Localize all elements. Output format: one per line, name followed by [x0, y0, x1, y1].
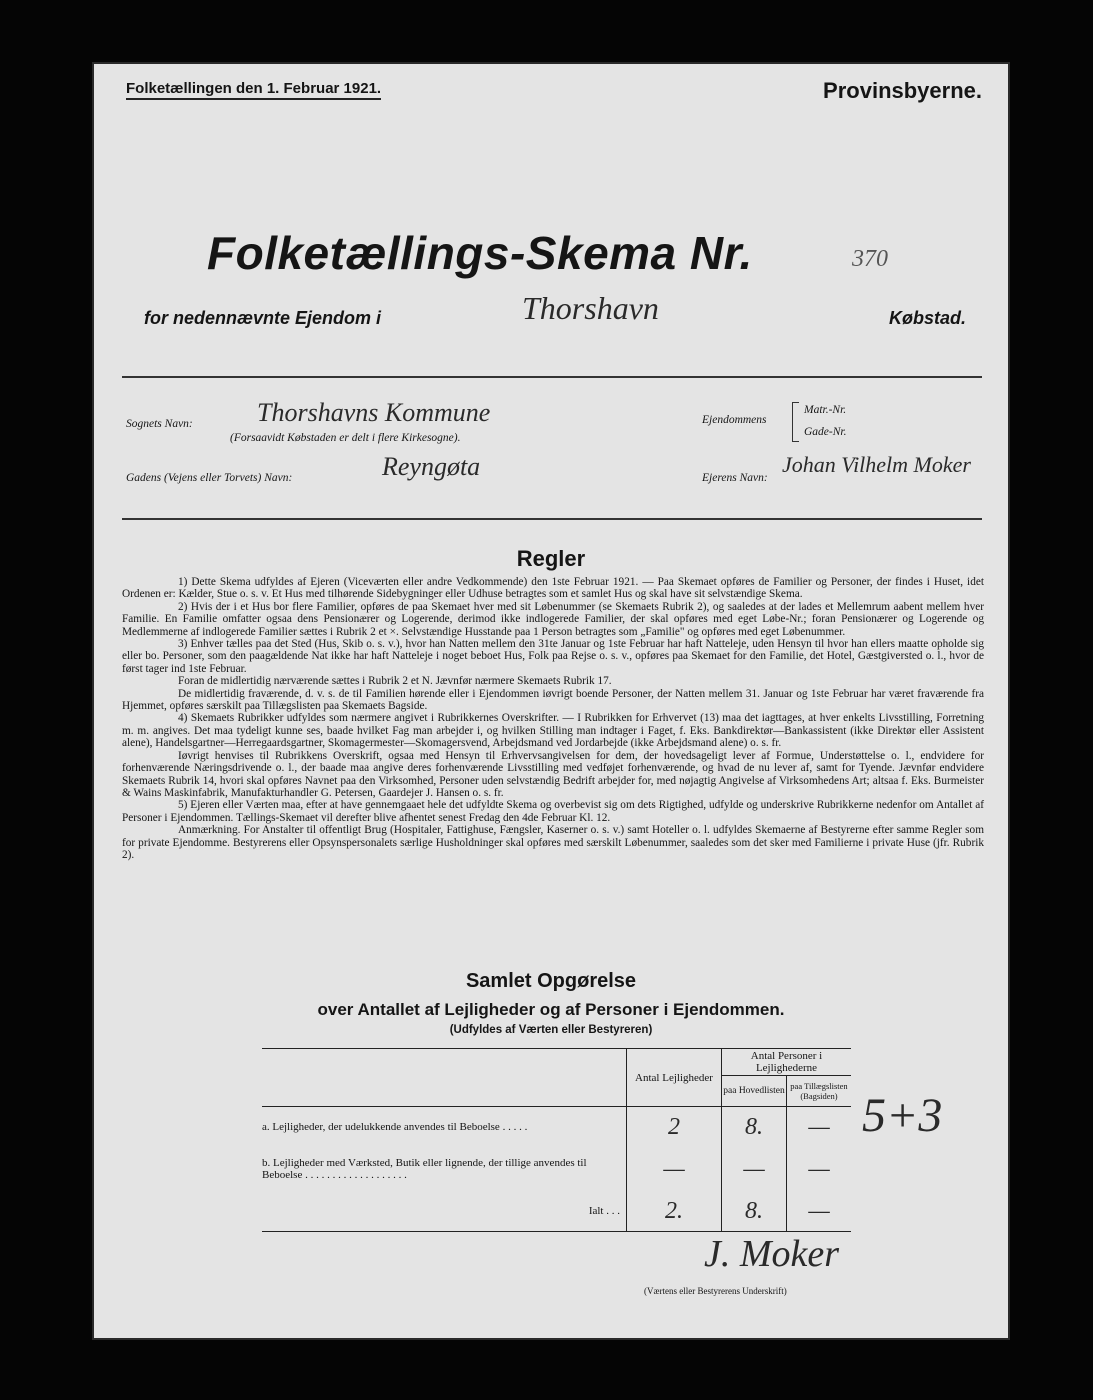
- gade-label: Gade-Nr.: [804, 426, 847, 438]
- owner-label: Ejerens Navn:: [702, 472, 768, 484]
- town-name-handwritten: Thorshavn: [522, 290, 659, 326]
- col-supplement-header: paa Tillægslisten (Bagsiden): [787, 1076, 852, 1107]
- form-number-handwritten: 370: [852, 246, 888, 272]
- margin-note-handwritten: 5+3: [862, 1089, 943, 1142]
- total-apartments: 2.: [627, 1191, 722, 1232]
- col-main-list-header: paa Hovedlisten: [722, 1076, 787, 1107]
- rule-paragraph-3: 3) Enhver tælles paa det Sted (Hus, Skib o. s. v.), hvor han Natten mellem den 31te Januar og 1ste Februar har haft Natteleje, uden Hensyn til hvor han ellers maatte opholde sig eller bo. Personer, som den paagældende Nat ikke har haft Natteleje i noget beboet Hus, Folk paa Rejse o. s. v., opføres paa Skemaet for den Familie, det Hotel, Gæstgiversted o. l., hvor de først tager ind 1ste Februar.: [122, 638, 984, 675]
- rule-paragraph-3b: Foran de midlertidig nærværende sættes i Rubrik 2 et N. Jævnfør nærmere Skemaets Rubrik 17.: [178, 675, 612, 688]
- row-a-label: Lejligheder, der udelukkende anvendes til Beboelse . . . . .: [272, 1121, 528, 1133]
- summary-note: (Udfyldes af Værten eller Bestyreren): [449, 1024, 653, 1036]
- summary-table: [262, 1048, 851, 1232]
- summary-row-a: [262, 1107, 851, 1148]
- form-title: Folketællings-Skema Nr.: [207, 227, 753, 279]
- rule-paragraph-4: 4) Skemaets Rubrikker udfyldes som nærmere angivet i Rubrikkernes Overskrifter. — I Rubrikken for Erhvervet (13) maa det iagttages, at hver enkelts Livsstilling, Forretning m. m. angives. Det maa tydeligt kunne ses, baade hvilket Fag man arbejder i, og hvilken Stilling man indtager i Faget, f. Eks. Bankdirektør—Bankassistent (ikke Direktør eller Assistent alene), Handelsgartner—Herregaardsgartner, Skomagermester—Skomagersvend, Arbejdsmand ved Jordarbejde (ikke Arbejdsmand alene) o. s. fr.: [122, 712, 984, 750]
- rule-paragraph-5: 5) Ejeren eller Værten maa, efter at have gennemgaaet hele det udfyldte Skema og overbevist sig om dets Rigtighed, udfylde og underskrive Rubrikkerne nedenfor om Antallet af Personer i Ejendommen. Tællings-Skemaet vil derefter blive afhentet senest Fredag den 4de Februar Kl. 12.: [122, 799, 984, 824]
- property-line-prefix: for nedennævnte Ejendom i: [144, 308, 382, 328]
- summary-row-total: [262, 1191, 851, 1232]
- street-value-handwritten: Reyngøta: [382, 452, 481, 481]
- row-b-apartments: —: [627, 1147, 722, 1191]
- row-b-main: —: [722, 1147, 787, 1191]
- parish-note: (Forsaavidt Købstaden er delt i flere Kirkesogne).: [230, 432, 461, 444]
- row-a-main: 8.: [722, 1107, 787, 1148]
- owner-value-handwritten: Johan Vilhelm Moker: [782, 452, 971, 477]
- matr-label: Matr.-Nr.: [804, 404, 847, 416]
- property-brace: [792, 402, 799, 442]
- rule-paragraph-4b: Iøvrigt henvises til Rubrikkens Overskrift, ogsaa med Hensyn til Erhvervsangivelsen for dem, der hovedsageligt lever af Formue, Understøttelse o. l., endvidere for forhenværende Næringsdrivende o. l., der baade maa angive deres forhenværende Livsstilling med vedføjet forhenværende, og hvad de nu lever af, samt for Tyende. Jævnfør endvidere Skemaets Rubrik 14, hvori skal opføres Navnet paa den Virksomhed, Personer uden selvstændig Bedrift arbejder for, med nøjagtig Angivelse af Virksomhedens Art; altsaa f. Eks. Burmeister & Wains Maskinfabrik, Manufakturhandler G. Petersen, Gaardejer J. Hansen o. s. fr.: [122, 749, 984, 799]
- col-persons-header: Antal Personer i Lejlighederne: [722, 1049, 852, 1076]
- summary-corner: [262, 1049, 627, 1107]
- census-date-header: Folketællingen den 1. Februar 1921.: [126, 80, 381, 100]
- property-line-suffix: Købstad.: [888, 308, 966, 328]
- total-label: Ialt . . .: [588, 1205, 620, 1217]
- signature-handwritten: J. Moker: [704, 1233, 840, 1275]
- rule-paragraph-1: 1) Dette Skema udfyldes af Ejeren (Viceværten eller andre Vedkommende) den 1ste Februar 1921. — Paa Skemaet opføres de Familier og Personer, der findes i Huset, idet Ordenen er: Kælder, Stue o. s. v. Et Hus med tilhørende Sidebygninger eller Udhuse betragtes som et samlet Hus og skal have sit selvstændige Skema.: [122, 576, 984, 601]
- summary-title: Samlet Opgørelse: [465, 970, 637, 992]
- parish-value-handwritten: Thorshavns Kommune: [257, 398, 491, 427]
- census-form-sheet: [92, 62, 1010, 1340]
- total-main: 8.: [722, 1191, 787, 1232]
- row-a-letter: a.: [262, 1121, 270, 1133]
- summary-subtitle: over Antallet af Lejligheder og af Personer i Ejendommen.: [317, 1000, 785, 1019]
- row-b-label: Lejligheder med Værksted, Butik eller lignende, der tillige anvendes til Beboelse . . . . . . . . . . . . . . . . . . .: [262, 1157, 587, 1181]
- row-b-supplement: —: [787, 1147, 852, 1191]
- divider-info: [122, 518, 982, 520]
- rules-text: [122, 576, 984, 861]
- row-b-letter: b.: [262, 1157, 271, 1169]
- parish-label: Sognets Navn:: [126, 418, 193, 430]
- property-label: Ejendommens: [702, 414, 767, 426]
- summary-row-b: [262, 1147, 851, 1191]
- rules-title: Regler: [516, 546, 586, 571]
- col-apartments-header: Antal Lejligheder: [627, 1049, 722, 1107]
- rule-note: Anmærkning. For Anstalter til offentligt Brug (Hospitaler, Fattighuse, Fængsler, Kaserner o. s. v.) samt Hoteller o. l. udfyldes Skemaerne af Bestyrerne efter samme Regler som for private Ejendomme. Bestyrerens eller Opsynspersonalets særlige Husholdninger skal opføres med særskilt Løbenummer, saaledes som det sker med Familierne i private Huse (jfr. Rubrik 2).: [122, 824, 984, 861]
- rule-paragraph-2: 2) Hvis der i et Hus bor flere Familier, opføres de paa Skemaet hver med sit Løbenummer (se Skemaets Rubrik 2), og saaledes at der lades et Mellemrum aabent mellem hver Familie. En Familie omfatter ogsaa dens Pensionærer og Logerende, derimod ikke indlogerede Familier, der skal opføres med eget Løbe-Nr.; foran Pensionærer og Logerende og Medlemmerne af indlogerede Familier sættes i Rubrik 2 et ×. Selvstændige Husstande paa 1 Person betragtes som „Familie" og opføres med eget Løbenummer.: [122, 600, 984, 638]
- row-a-supplement: —: [787, 1107, 852, 1148]
- row-a-apartments: 2: [627, 1107, 722, 1148]
- total-supplement: —: [787, 1191, 852, 1232]
- street-label: Gadens (Vejens eller Torvets) Navn:: [126, 472, 293, 484]
- rule-paragraph-3c: De midlertidig fraværende, d. v. s. de til Familien hørende eller i Ejendommen iøvrigt boende Personer, der Natten mellem 31. Januar og 1ste Februar har været fraværende fra Hjemmet, opføres særskilt paa Tillægslisten paa Skemaets Bagside.: [122, 687, 984, 713]
- divider-top: [122, 376, 982, 378]
- region-header: Provinsbyerne.: [823, 78, 982, 103]
- signature-caption: (Værtens eller Bestyrerens Underskrift): [644, 1286, 787, 1296]
